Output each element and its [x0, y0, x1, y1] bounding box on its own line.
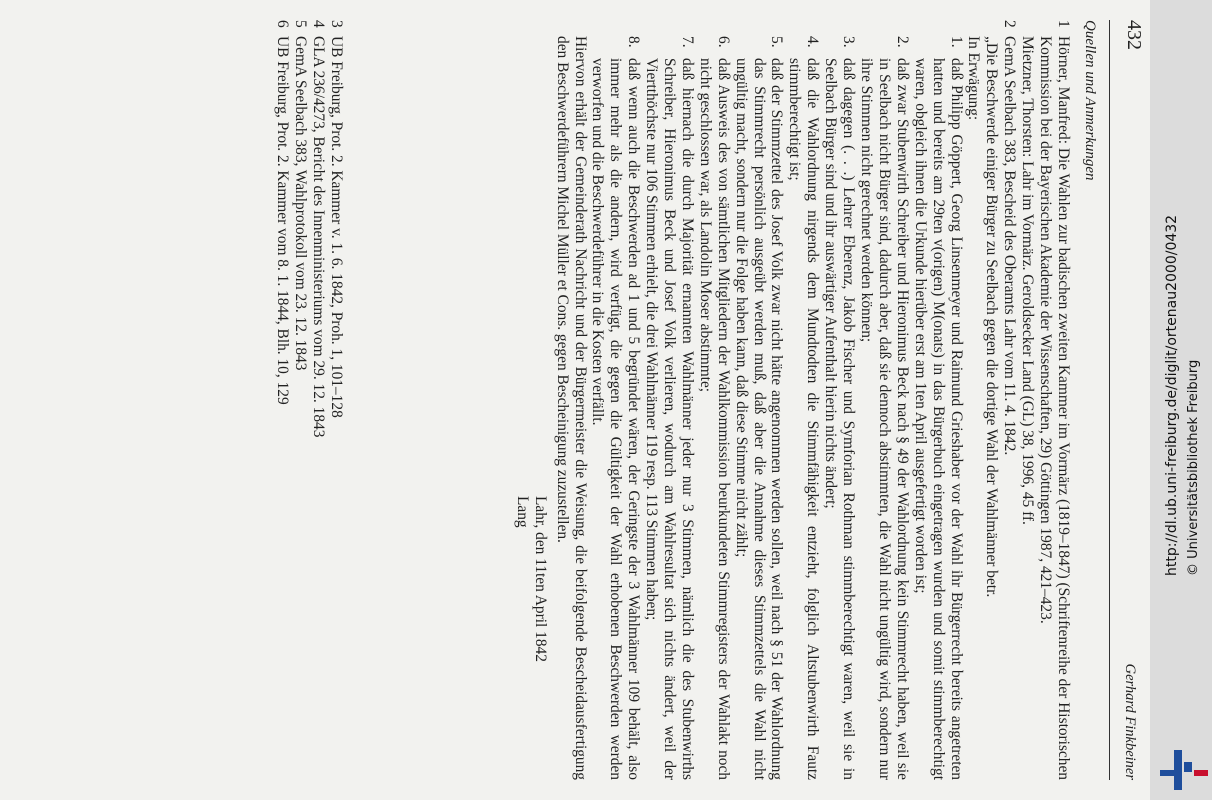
footnote-number: 5 — [292, 20, 310, 28]
rotated-text-block — [70, 20, 1150, 780]
footnote-text: UB Freiburg, Prot. 2. Kammer vom 8. 1. 1844, Blh. 10, 129 — [274, 36, 292, 405]
list-item — [642, 36, 696, 780]
footnote-text: Hörner, Manfred: Die Wahlen zur badischen zweiten Kammer im Vormärz (1819–1847) (Schriftenreihe der Historischen Kommission bei der Bayerischen Akademie der Wissenschaften, 29) Göttingen 1987, 421–423. — [1037, 36, 1072, 780]
footnote-number: 4 — [310, 20, 327, 28]
footnote-number: 1 — [1055, 20, 1072, 28]
footnote-4 — [309, 20, 327, 780]
list-item-number: 1. — [947, 36, 965, 48]
list-item-number: 6. — [714, 36, 732, 48]
list-item-number: 5. — [768, 36, 786, 48]
short-footnotes — [273, 20, 345, 780]
footnote-number: 3 — [327, 20, 345, 28]
copyright-notice: © Universitätsbibliothek Freiburg — [1186, 359, 1201, 576]
running-author: Gerhard Finkbeiner — [1122, 663, 1138, 780]
list-item-text: daß dagegen (. . .) Lehrer Eberenz, Jakob Fischer und Symforian Rothman stimmberechtigt waren, weil sie in Seelbach Bürger sind und ihr auswärtiger Aufenthalt hierin nichts ändert; — [822, 58, 858, 780]
signature-place: Lahr, den 11ten April 1842 — [531, 496, 549, 662]
list-item-text: daß Philipp Göppert, Georg Linsenmeyer und Raimund Grieshaber vor der Wahl ihr Bürgerrecht bereits angetreten hatten und bereits am 29ten v(origen) M(onats) in das Bürgerbuch eingetragen wurden und somit stimmberechtigt waren, obgleich ihnen die Urkunde hierüber erst am 1ten April ausgefertigt worden ist; — [911, 58, 965, 780]
footnote-text: Mietzner, Thorsten: Lahr im Vormärz. Geroldsecker Land (GL) 38, 1996, 45 ff. — [1019, 36, 1037, 525]
page-number: 432 — [1123, 20, 1145, 50]
permalink-url[interactable]: http://dl.ub.uni-freiburg.de/diglit/ortenau2000/0432 — [1164, 214, 1180, 576]
footnote-3 — [327, 20, 345, 780]
quote-title: „Die Beschwerde einiger Bürger zu Seelbach gegen die dortige Wahl der Wahlmänner betr. — [983, 36, 1001, 598]
list-item-text: daß wenn auch die Beschwerden ad 1 und 5 begründet wären, der Geringste der 3 Wahlmänner 109 behält, also immer mehr als die andern, wird verfügt, die gegen die Gültigkeit der Wahl erhobenen Beschwerden werden verworfen und die Beschwerdeführer in die Kosten verfällt. — [589, 58, 643, 780]
list-item-number: 7. — [678, 36, 696, 48]
list-item — [589, 36, 643, 780]
footnote-text: GemA Seelbach 383, Bescheid des Oberamts Lahr vom 11. 4. 1842. — [1001, 36, 1019, 456]
list-item — [857, 36, 911, 780]
list-item-text: daß zwar Stubenwirth Schreiber und Hieronimus Beck nach § 49 der Wahlordnung kein Stimmrecht haben, weil sie in Seelbach nicht Bürger sind, dadurch aber, daß sie dennoch abstimmten, die Wahl nicht ungültig wird, sondern nur ihre Stimmen nicht gerechnet werden können; — [858, 58, 911, 780]
notes-body — [273, 20, 1072, 780]
footnote-text: GemA Seelbach 383, Wahlprotokoll vom 23. 12. 1843 — [292, 36, 310, 371]
footnote-number: 6 — [274, 20, 292, 28]
ub-freiburg-logo-icon — [1160, 740, 1208, 792]
section-title: Quellen und Anmerkungen — [1082, 20, 1098, 181]
footnote-text: GLA 236/4273, Bericht des Innenministeriums vom 29. 12. 1843 — [310, 36, 327, 438]
footnote-number: 2 — [1001, 20, 1019, 28]
list-item-text: daß hiernach die durch Majorität ernannten Wahlmänner jeder nur 3 Stimmen, nämlich die des Stubenwirths Schreiber, Hieronimus Beck und Josef Volk verlieren, wodurch am Wahlresultat sich nichts ändert, weil der Viertthöchste nur 106 Stimmen erhielt, die drei Wahlmänner 119 resp. 113 Stimmen haben; — [643, 58, 696, 780]
list-item — [911, 36, 965, 780]
footnote-6 — [273, 20, 291, 780]
library-sidebar — [1150, 0, 1212, 800]
list-item-text: daß Ausweis des von sämtlichen Mitgliedern der Wahlkommission beurkundeten Stimmregisters der Wahlakt noch nicht geschlossen war, als Landolin Moser abstimmte; — [696, 58, 732, 780]
signature-name: Lang — [513, 496, 531, 528]
list-item — [696, 36, 732, 780]
list-item-text: daß der Stimmzettel des Josef Volk zwar nicht hätte angenommen werden sollen, weil nach § 51 der Wahlordnung das Stimmrecht persönlich ausgeübt werden muß, daß aber die Annahme dieses Stimmzettels die Wahl nicht ungültig macht, sondern nur die Folge haben kann, daß diese Stimme nicht zählt; — [732, 58, 786, 780]
list-item-text: daß die Wahlordnung nirgends dem Mundtodten die Stimmfähigkeit entzieht, folglich Altstubenwirth Fautz stimmberechtigt ist; — [786, 58, 822, 780]
closing-paragraph: Hiervon erhält der Gemeinderath Nachricht und der Bürgermeister die Weisung, die beifolgende Bescheidausfertigung den Beschwerdeführern Michel Müller et Cons. gegen Bescheinigung zuzustellen. — [553, 36, 589, 780]
list-item-number: 2. — [893, 36, 911, 48]
page-header — [1109, 20, 1150, 780]
footnote-2 — [513, 20, 1018, 780]
list-item-number: 4. — [804, 36, 822, 48]
list-item — [786, 36, 822, 780]
quote-intro: In Erwägung: — [965, 36, 983, 121]
list-item-number: 3. — [840, 36, 858, 48]
list-item-number: 8. — [625, 36, 643, 48]
list-item — [732, 36, 786, 780]
footnote-1 — [1018, 20, 1072, 780]
footnote-text: UB Freiburg, Prot. 2. Kammer v. 1. 6. 1842, Proh. 1, 101–128 — [327, 36, 345, 418]
list-item — [821, 36, 857, 780]
footnote-5 — [291, 20, 309, 780]
